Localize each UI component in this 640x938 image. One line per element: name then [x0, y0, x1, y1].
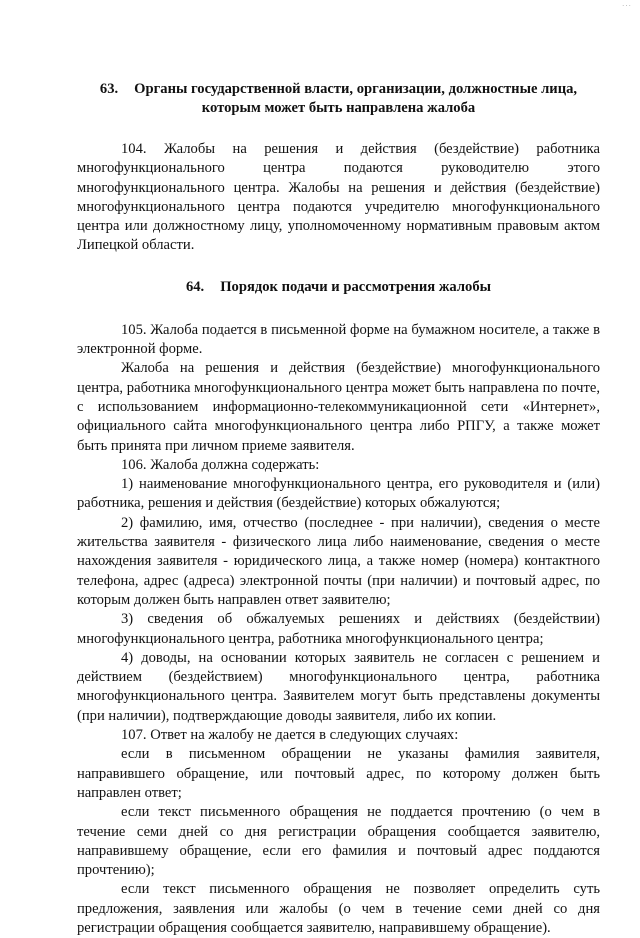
paragraph-106-item-2: 2) фамилию, имя, отчество (последнее - при наличии), сведения о месте жительства заявителя - физического лица либо наименование, сведения о месте нахождения заявителя - юридического лица, а также номер (номера) контактного телефона, адрес (адреса) электронной почты (при наличии) и почтовый адрес, по которым должен быть направлен ответ заявителю; — [77, 514, 600, 608]
section-63-number: 63. — [99, 81, 119, 97]
paragraph-106-item-1: 1) наименование многофункционального центра, его руководителя и (или) работника, решения и действия (бездействие) которых обжалуются; — [77, 476, 600, 512]
paragraph-106: 106. Жалоба должна содержать: — [121, 456, 320, 473]
paragraph-105: 105. Жалоба подается в письменной форме на бумажном носителе, а также в электронной форме. — [77, 321, 600, 358]
paragraph-106-item-4: 4) доводы, на основании которых заявитель не согласен с решением и действием (бездействием) многофункционального центра, работника многофункционального центра. Заявителем могут быть представлены документы (при наличии), подтверждающие доводы заявителя, либо их копии. — [77, 649, 600, 724]
section-64-number: 64. — [185, 278, 205, 295]
paragraph-107-case-2: если текст письменного обращения не поддается прочтению (о чем в течение семи дней со дня регистрации обращения сообщается заявителю, направившему обращение, если его фамилия и почтовый адрес поддаются прочтению); — [77, 804, 600, 879]
section-64-title: Порядок подачи и рассмотрения жалобы — [220, 278, 492, 295]
paragraph-107-case-3: если текст письменного обращения не позволяет определить суть предложения, заявления или жалобы (о чем в течение семи дней со дня регистрации обращения сообщается заявителю, направившему обращение). — [77, 881, 600, 936]
section-63-title-line1: Органы государственной власти, организации, должностные лица, — [134, 81, 578, 97]
corner-mark: ··· — [622, 2, 632, 10]
section-63-title-line2: которым может быть направлена жалоба — [201, 100, 476, 116]
section-64-heading — [77, 278, 600, 297]
paragraph-105-continued: Жалоба на решения и действия (бездействие) многофункционального центра, работника многофункционального центра может быть направлена по почте, с использованием информационно-телекоммуникационной сети «Интернет», официального сайта многофункционального центра либо РПГУ, а также может быть принята при личном приеме заявителя. — [77, 360, 600, 454]
paragraph-107: 107. Ответ на жалобу не дается в следующих случаях: — [121, 727, 459, 744]
paragraph-107-case-1: если в письменном обращении не указаны фамилия заявителя, направившего обращение, или почтовый адрес, по которому должен быть направлен ответ; — [77, 746, 600, 801]
section-63-heading — [77, 80, 600, 118]
paragraph-104: 104. Жалобы на решения и действия (бездействие) работника многофункционального центра подаются руководителю этого многофункционального центра. Жалобы на решения и действия (бездействие) многофункционального центра подаются учредителю многофункционального центра или должностному лицу, уполномоченному нормативным правовым актом Липецкой области. — [77, 141, 600, 254]
paragraph-106-item-3: 3) сведения об обжалуемых решениях и действиях (бездействии) многофункционального центра, работника многофункционального центра; — [77, 611, 600, 647]
